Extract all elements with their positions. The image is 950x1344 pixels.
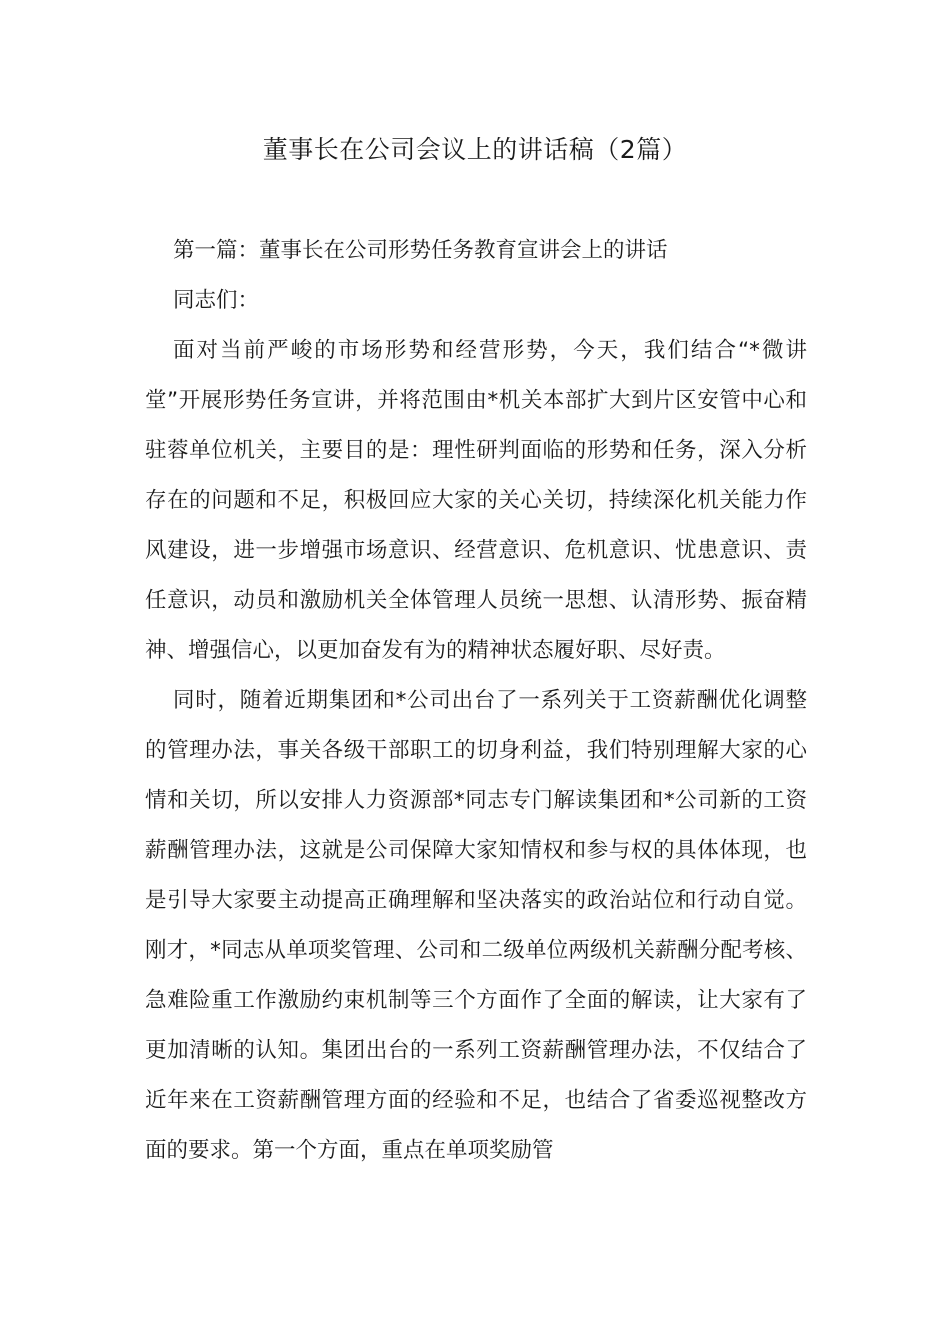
body-paragraph-2: 同时，随着近期集团和*公司出台了一系列关于工资薪酬优化调整的管理办法，事关各级干部职工的切身利益，我们特别理解大家的心情和关切，所以安排人力资源部*同志专门解读集团和*公司新的工资薪酬管理办法，这就是公司保障大家知情权和参与权的具体体现，也是引导大家要主动提高正确理解和坚决落实的政治站位和行动自觉。刚才，*同志从单项奖管理、公司和二级单位两级机关薪酬分配考核、急难险重工作激励约束机制等三个方面作了全面的解读，让大家有了更加清晰的认知。集团出台的一系列工资薪酬管理办法，不仅结合了近年来在工资薪酬管理方面的经验和不足，也结合了省委巡视整改方面的要求。第一个方面，重点在单项奖励管 [145,688,807,1163]
document-body [145,226,807,1176]
salutation: 同志们： [173,288,260,313]
document-title: 董事长在公司会议上的讲话稿（2篇） [262,135,688,164]
body-paragraph-1: 面对当前严峻的市场形势和经营形势，今天，我们结合“*微讲堂”开展形势任务宣讲，并将范围由*机关本部扩大到片区安管中心和驻蓉单位机关，主要目的是：理性研判面临的形势和任务，深入分析存在的问题和不足，积极回应大家的关心关切，持续深化机关能力作风建设，进一步增强市场意识、经营意识、危机意识、忧患意识、责任意识，动员和激励机关全体管理人员统一思想、认清形势、振奋精神、增强信心，以更加奋发有为的精神状态履好职、尽好责。 [145,338,807,663]
section-heading: 第一篇：董事长在公司形势任务教育宣讲会上的讲话 [173,238,668,263]
